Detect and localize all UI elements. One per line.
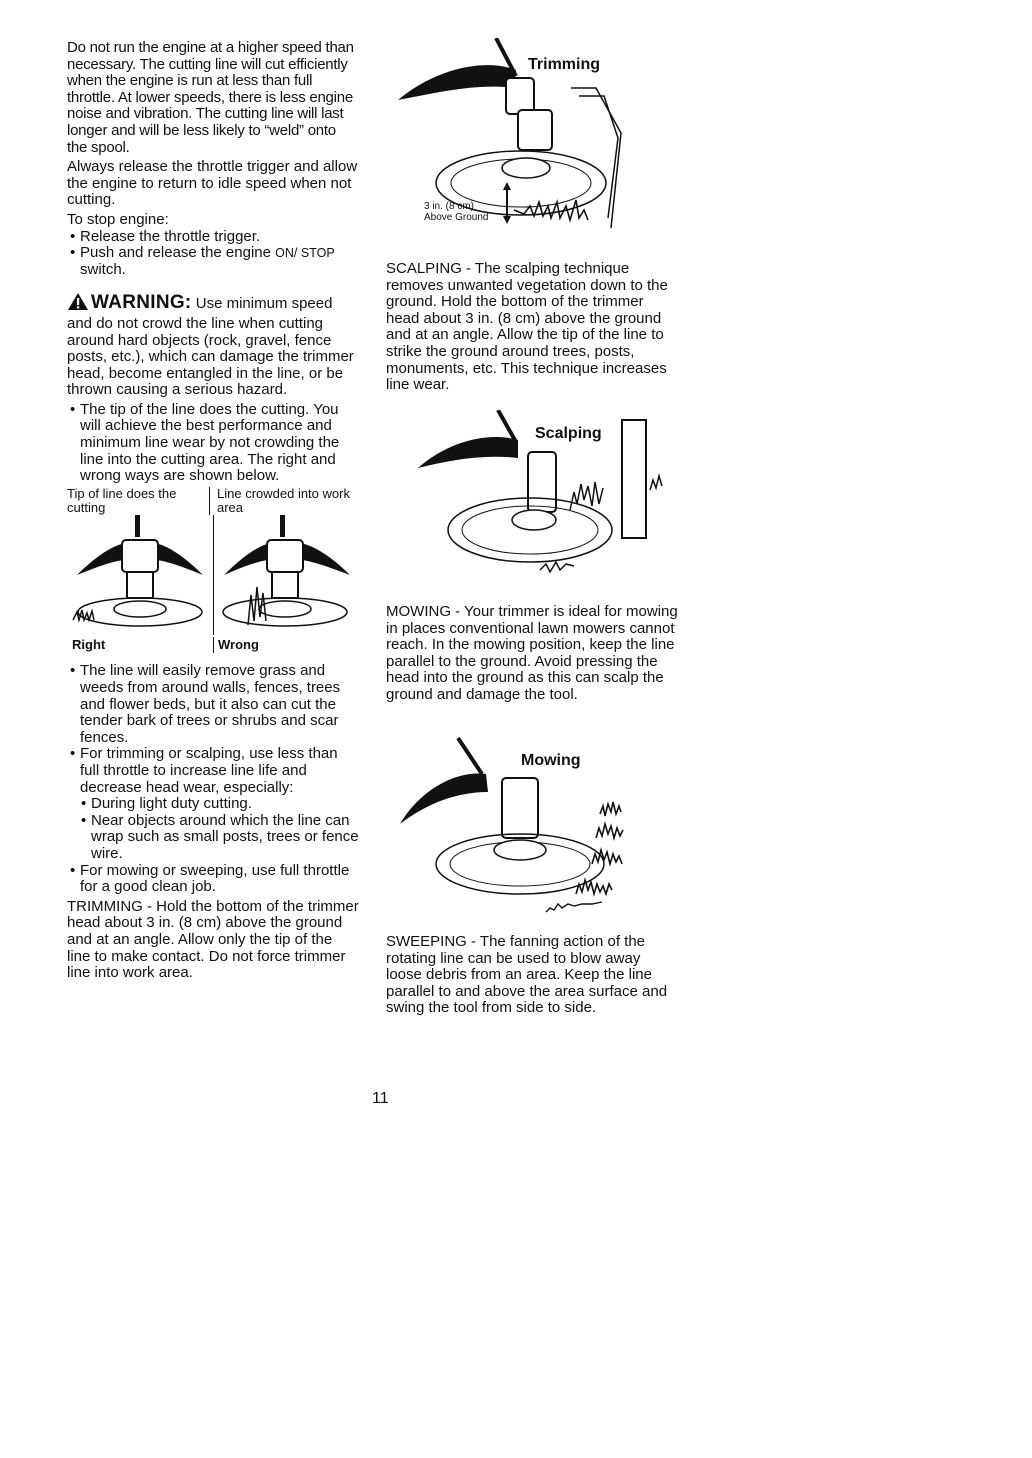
mowing-illustration [396,734,660,920]
warning-block [67,292,359,399]
trimming-paragraph: TRIMMING - Hold the bottom of the trimmer head about 3 in. (8 cm) above the ground and at an angle. Allow only the tip of the line to make contact. Do not force trimmer line into work area. [67,897,359,982]
on-stop-switch-label: ON/ STOP [275,246,335,261]
label-right: Right [72,636,106,652]
left-column [67,40,359,985]
tip-list [67,402,359,485]
right-wrong-labels [67,637,359,654]
figure-title-trimming: Trimming [528,56,601,73]
scalping-section [386,261,678,397]
figure-note-above-ground: Above Ground [424,212,489,223]
usage-list [67,663,359,796]
stop-engine-list [67,229,359,279]
warning-icon [67,292,89,316]
mowing-section [386,604,678,707]
list-item: • Near objects around which the line can wrap such as small posts, trees or fence wire. [67,813,359,863]
right-wrong-figures [67,515,359,635]
figure-title-mowing: Mowing [521,752,581,769]
scalping-illustration [410,410,670,590]
list-item: • The tip of the line does the cutting. You will achieve the best performance and minimum line wear by not crowding the line into the cutting area. The right and wrong ways are shown below. [67,402,359,485]
warning-label: WARNING: [91,292,192,314]
list-item: • For trimming or scalping, use less than full throttle to increase line life and decrease head wear, especially: [67,746,359,796]
usage-list-continued [67,863,359,896]
scalping-paragraph: SCALPING - The scalping technique removes unwanted vegetation down to the ground. Hold the bottom of the trimmer head about 3 in. (8 cm) above the ground and at an angle. Allow the tip of the line to strike the ground around trees, posts, monuments, etc. This technique increases line wear. [386,260,668,394]
stop-engine-heading: To stop engine: [67,210,169,228]
list-item: • The line will easily remove grass and weeds from around walls, fences, trees and flower beds, but it also can cut the tender bark of trees or shrubs and scar fences. [67,663,359,746]
label-wrong: Wrong [213,637,359,654]
trimming-illustration [396,38,636,254]
figure-note-distance: 3 in. (8 cm) [424,201,475,212]
sweeping-section [386,934,678,1020]
list-item: • During light duty cutting. [67,796,359,813]
page-number: 11 [372,1090,389,1107]
list-item: • Release the throttle trigger. [67,229,359,246]
wrong-way-illustration [213,515,360,635]
sweeping-paragraph: SWEEPING - The fanning action of the rotating line can be used to blow away loose debris from an area. Keep the line parallel to and above the area surface and swing the tool from side to side. [386,933,668,1017]
figure-title-scalping: Scalping [535,425,602,442]
mowing-paragraph: MOWING - Your trimmer is ideal for mowing in places conventional lawn mowers cannot reach. In the mowing position, keep the line parallel to the ground. Avoid pressing the head into the ground as this can scalp the ground and damage the tool. [386,603,678,703]
warning-text: Use minimum speed and do not crowd the line when cutting around hard objects (rock, gravel, fence posts, etc.), which can damage the trimmer head, become entangled in the line, or be thrown causing a serious hazard. [67,295,354,399]
list-item: • Push and release the engine ON/ STOP switch. [67,245,359,278]
release-paragraph: Always release the throttle trigger and allow the engine to return to idle speed when not cutting. [67,158,358,209]
usage-sublist [67,796,359,862]
throttle-paragraph: Do not run the engine at a higher speed than necessary. The cutting line will cut efficiently when the engine is run at less than full throttle. At lower speeds, there is less engine noise and vibration. The cutting line will last longer and will be less likely to “weld” onto the spool. [67,39,354,156]
list-item: • For mowing or sweeping, use full throttle for a good clean job. [67,863,359,896]
right-way-illustration [67,515,213,635]
right-wrong-captions [67,487,359,515]
caption-right-way: Tip of line does the cutting [67,485,177,515]
caption-wrong-way: Line crowded into work area [209,487,359,515]
